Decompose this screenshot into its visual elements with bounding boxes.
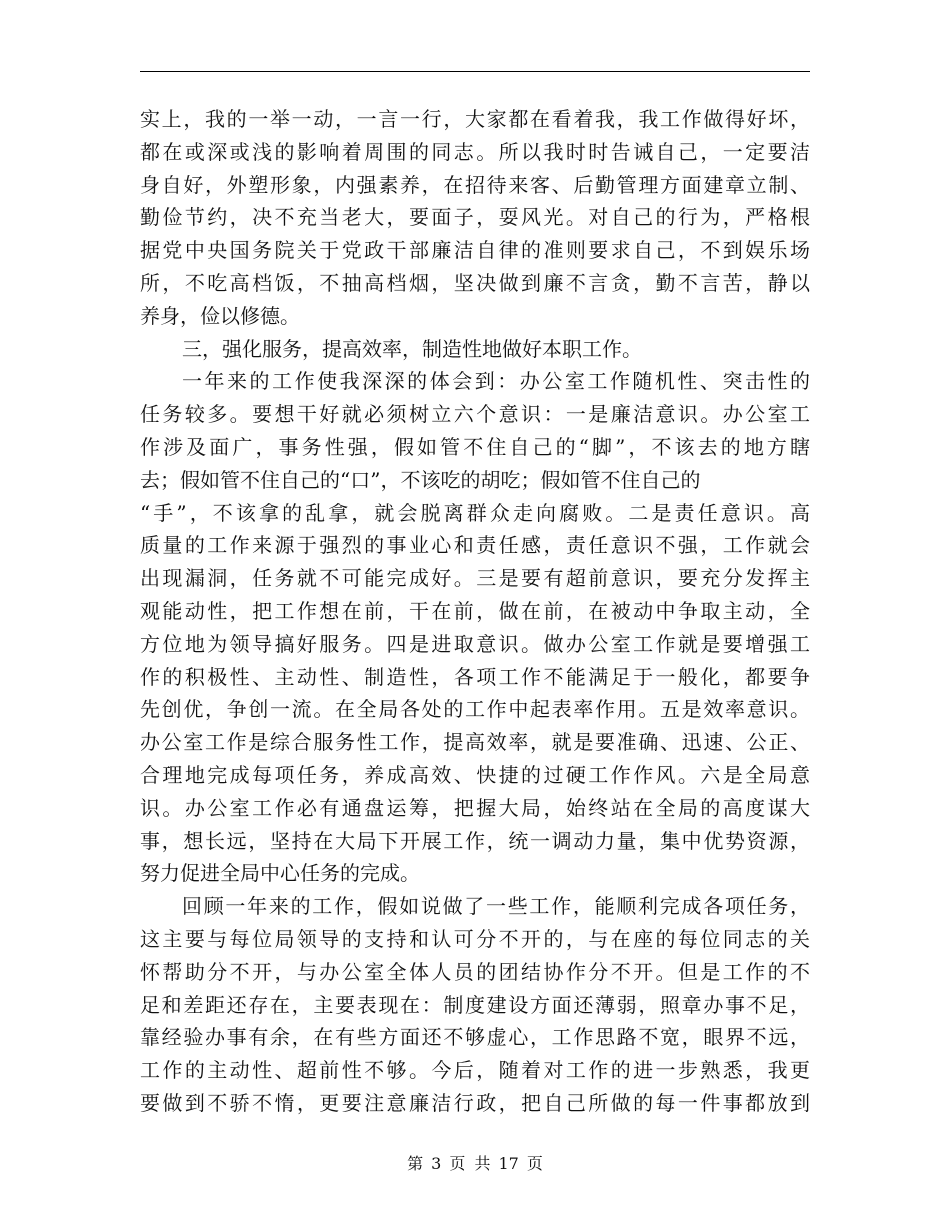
footer-prefix: 第 [407, 1154, 424, 1173]
footer-total-pages: 17 [498, 1154, 519, 1173]
text-line: 质量的工作来源于强烈的事业心和责任感，责任意识不强，工作就会 [140, 533, 810, 558]
text-line: 足和差距还存在，主要表现在：制度建设方面还薄弱，照章办事不足， [140, 992, 810, 1017]
footer-page-number: 3 [431, 1154, 442, 1173]
text-line: 所，不吃高档饭，不抽高档烟，坚决做到廉不言贪，勤不言苦，静以 [140, 270, 810, 295]
text-line: 养身，俭以修德。 [140, 303, 300, 328]
text-line: 一年来的工作使我深深的体会到：办公室工作随机性、突击性的 [182, 369, 810, 394]
text-line: 事，想长远，坚持在大局下开展工作，统一调动力量，集中优势资源， [140, 828, 810, 853]
text-line: 作涉及面广，事务性强，假如管不住自己的“脚”，不该去的地方瞎 [140, 434, 810, 459]
text-line: 实上，我的一举一动，一言一行，大家都在看着我，我工作做得好坏， [140, 107, 810, 131]
text-line: 先创优，争创一流。在全局各处的工作中起表率作用。五是效率意识。 [140, 697, 810, 722]
text-line: 方位地为领导搞好服务。四是进取意识。做办公室工作就是要增强工 [140, 631, 810, 656]
text-line: 工作的主动性、超前性不够。今后，随着对工作的进一步熟悉，我更 [140, 1058, 810, 1083]
footer-middle: 页 共 [449, 1154, 491, 1173]
text-line: 勤俭节约，决不充当老大，要面子，耍风光。对自己的行为，严格根 [140, 205, 810, 230]
text-line: 合理地完成每项任务，养成高效、快捷的过硬工作作风。六是全局意 [140, 762, 810, 787]
text-line: 身自好，外塑形象，内强素养，在招待来客、后勤管理方面建章立制、 [140, 172, 810, 197]
page-footer [0, 1152, 950, 1176]
text-line: 三，强化服务，提高效率，制造性地做好本职工作。 [182, 336, 642, 361]
text-line: 识。办公室工作必有通盘运筹，把握大局，始终站在全局的高度谋大 [140, 795, 810, 820]
text-line: 办公室工作是综合服务性工作，提高效率，就是要准确、迅速、公正、 [140, 730, 810, 755]
text-line: 要做到不骄不惰，更要注意廉洁行政，把自己所做的每一件事都放到 [140, 1090, 810, 1115]
text-line: 回顾一年来的工作，假如说做了一些工作，能顺利完成各项任务， [182, 894, 810, 919]
text-line: 努力促进全局中心任务的完成。 [140, 861, 420, 886]
text-line: 据党中央国务院关于党政干部廉洁自律的准则要求自己，不到娱乐场 [140, 238, 810, 263]
text-line: 去；假如管不住自己的“口”，不该吃的胡吃；假如管不住自己的 [140, 467, 701, 492]
body-text [140, 103, 810, 1120]
footer-suffix: 页 [526, 1154, 543, 1173]
text-line: 这主要与每位局领导的支持和认可分不开的，与在座的每位同志的关 [140, 926, 810, 951]
text-line: 出现漏洞，任务就不可能完成好。三是要有超前意识，要充分发挥主 [140, 566, 810, 591]
text-line: 都在或深或浅的影响着周围的同志。所以我时时告诫自己，一定要洁 [140, 139, 810, 164]
text-line: “手”，不该拿的乱拿，就会脱离群众走向腐败。二是责任意识。高 [140, 500, 810, 525]
text-line: 任务较多。要想干好就必须树立六个意识：一是廉洁意识。办公室工 [140, 402, 810, 427]
header-rule [140, 71, 810, 72]
text-line: 怀帮助分不开，与办公室全体人员的团结协作分不开。但是工作的不 [140, 959, 810, 984]
text-line: 观能动性，把工作想在前，干在前，做在前，在被动中争取主动，全 [140, 598, 810, 623]
text-line: 作的积极性、主动性、制造性，各项工作不能满足于一般化，都要争 [140, 664, 810, 689]
text-line: 靠经验办事有余，在有些方面还不够虚心，工作思路不宽，眼界不远， [140, 1025, 810, 1050]
